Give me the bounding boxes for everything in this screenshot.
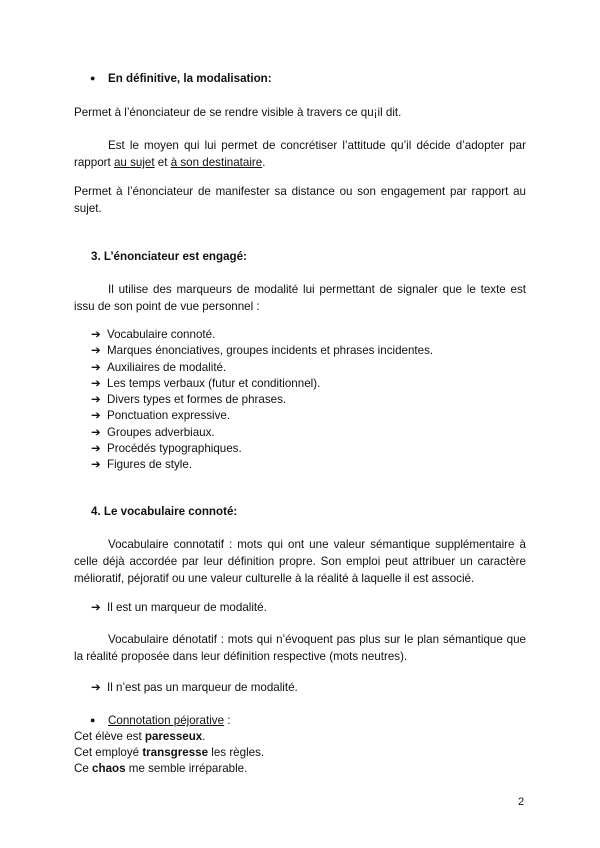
paragraph-distance: Permet à l’énonciateur de manifester sa distance ou son engagement par rapport au sujet.: [74, 185, 526, 215]
arrow-line-non-marqueur: ➔ Il n’est pas un marqueur de modalité.: [91, 681, 298, 694]
list-item: ➔ Marques énonciatives, groupes incidents et phrases incidentes.: [91, 343, 511, 359]
list-item: ➔ Divers types et formes de phrases.: [91, 392, 511, 408]
paragraph-moyen: Est le moyen qui lui permet de concrétiser l’attitude qu’il décide d’adopter par rapport au sujet et à son destinataire.: [74, 139, 526, 169]
list-item: ➔ Figures de style.: [91, 457, 511, 473]
list-item: ➔ Groupes adverbiaux.: [91, 425, 511, 441]
list-item: ➔ Vocabulaire connoté.: [91, 327, 511, 343]
arrow-icon: ➔: [91, 681, 101, 694]
list-item: ➔ Auxiliaires de modalité.: [91, 360, 511, 376]
link-au-sujet: au sujet: [113, 156, 155, 169]
arrow-icon: ➔: [91, 458, 101, 472]
paragraph-visible: Permet à l’énonciateur de se rendre visible à travers ce qu¡il dit.: [74, 106, 402, 119]
paragraph-connotatif: Vocabulaire connotatif : mots qui ont une valeur sémantique supplémentaire à celle déjà accordée par leur définition propre. Son emploi peut attribuer un caractère mélioratif, péjoratif ou une valeur culturelle à la réalité à laquelle il est associé.: [74, 538, 526, 585]
arrow-icon: ➔: [91, 601, 101, 614]
arrow-line-marqueur: ➔ Il est un marqueur de modalité.: [91, 601, 267, 614]
paragraph-section3-intro: Il utilise des marqueurs de modalité lui permettant de signaler que le texte est issu de son point de vue personnel :: [74, 283, 526, 313]
bullet-icon: ●: [90, 715, 96, 725]
page-number: 2: [518, 796, 525, 808]
arrow-icon: ➔: [91, 442, 101, 456]
list-item: ➔ Procédés typographiques.: [91, 441, 511, 457]
paragraph-denotatif: Vocabulaire dénotatif : mots qui n’évoquent pas plus sur le plan sémantique que la réalité proposée dans leur définition respective (mots neutres).: [74, 633, 526, 663]
heading-definitive: En définitive, la modalisation:: [108, 72, 272, 85]
arrow-icon: ➔: [91, 409, 101, 423]
bullet-icon: ●: [90, 73, 96, 83]
modalite-marker-list: [91, 327, 511, 474]
list-item: ➔ Ponctuation expressive.: [91, 408, 511, 424]
arrow-icon: ➔: [91, 344, 101, 358]
list-item: ➔ Les temps verbaux (futur et conditionnel).: [91, 376, 511, 392]
arrow-icon: ➔: [91, 393, 101, 407]
arrow-icon: ➔: [91, 328, 101, 341]
connotation-pejorative-label: Connotation péjorative :: [108, 714, 231, 727]
arrow-icon: ➔: [91, 425, 101, 439]
heading-section-3: 3. L’énonciateur est engagé:: [91, 250, 247, 263]
example-line-1: Cet élève est paresseux.: [74, 730, 206, 743]
arrow-icon: ➔: [91, 376, 101, 390]
arrow-icon: ➔: [91, 360, 101, 374]
example-line-2: Cet employé transgresse les règles.: [74, 746, 265, 759]
heading-section-4: 4. Le vocabulaire connoté:: [91, 505, 238, 518]
example-line-3: Ce chaos me semble irréparable.: [74, 762, 248, 775]
link-destinataire: à son destinataire: [170, 156, 263, 169]
